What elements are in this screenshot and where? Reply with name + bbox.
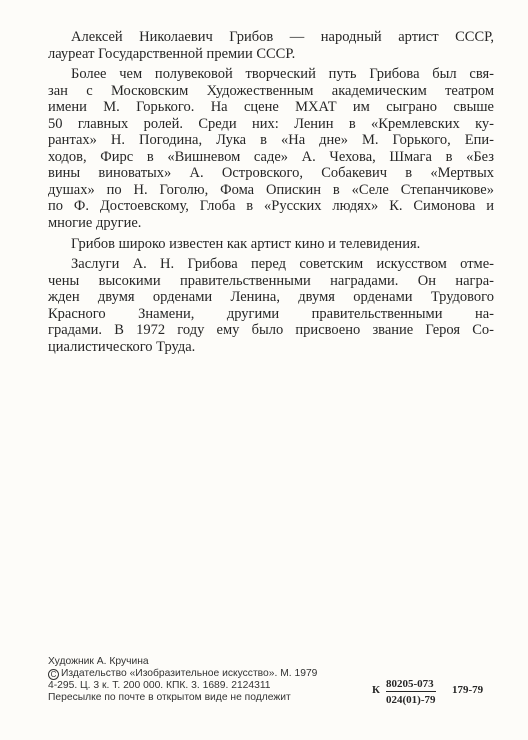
copyright-icon: C — [48, 669, 59, 680]
text-line: жден двумя орденами Ленина, двумя орденами Трудового — [48, 289, 494, 306]
paragraph-film — [48, 236, 494, 253]
text-line: рантах» Н. Погодина, Лука в «На дне» М. Горького, Епи- — [48, 132, 494, 149]
mailing-note: Пересылке по почте в открытом виде не подлежит — [48, 692, 291, 703]
text-line: Заслуги А. Н. Грибова перед советским искусством отме- — [71, 256, 494, 273]
text-line: душах» по Н. Гоголю, Фома Опискин в «Селе Степанчикове» — [48, 181, 494, 198]
artist-credit: Художник А. Кручина — [48, 656, 149, 667]
index-suffix: 179-79 — [452, 684, 484, 696]
text-line: градами. В 1972 году ему было присвоено звание Героя Со- — [48, 322, 494, 339]
text-line: Более чем полувековой творческий путь Грибова был свя- — [71, 66, 494, 83]
text-line: 50 главных ролей. Среди них: Ленин в «Кремлевских ку- — [48, 115, 494, 132]
body-text — [48, 29, 494, 359]
index-letter: К — [372, 684, 380, 696]
text-line: чены высокими правительственными наградами. Он награ- — [48, 272, 494, 289]
paragraph-career — [48, 66, 494, 231]
index-numerator: 80205-073 — [386, 678, 434, 690]
index-fraction — [386, 678, 436, 706]
imprint-block — [48, 656, 378, 704]
text-line: имени М. Горького. На сцене МХАТ им сыграно свыше — [48, 99, 494, 116]
text-line: лауреат Государственной премии СССР. — [48, 45, 296, 62]
publisher-line — [48, 668, 378, 680]
text-line: Красного Знамени, другими правительственными на- — [48, 305, 494, 322]
text-line: многие другие. — [48, 215, 142, 232]
text-line: вины виноватых» А. Островского, Собакевич в «Мертвых — [48, 165, 494, 182]
publisher-text: Издательство «Изобразительное искусство». М. 1979 — [61, 668, 318, 679]
text-line: зан с Московским Художественным академическим театром — [48, 82, 494, 99]
paragraph-awards — [48, 256, 494, 355]
text-line: Алексей Николаевич Грибов — народный артист СССР, — [71, 29, 494, 45]
text-line: ходов, Фирс в «Вишневом саде» А. Чехова, Шмага в «Без — [48, 148, 494, 165]
print-codes: 4-295. Ц. 3 к. Т. 200 000. КПК. 3. 1689. 2124311 — [48, 680, 271, 691]
index-denominator: 024(01)-79 — [386, 694, 436, 706]
paragraph-intro — [48, 29, 494, 62]
text-line: циалистического Труда. — [48, 338, 196, 355]
text-line: Грибов широко известен как артист кино и телевидения. — [71, 235, 421, 252]
text-line: по Ф. Достоевскому, Глоба в «Русских людях» К. Симонова и — [48, 198, 494, 215]
